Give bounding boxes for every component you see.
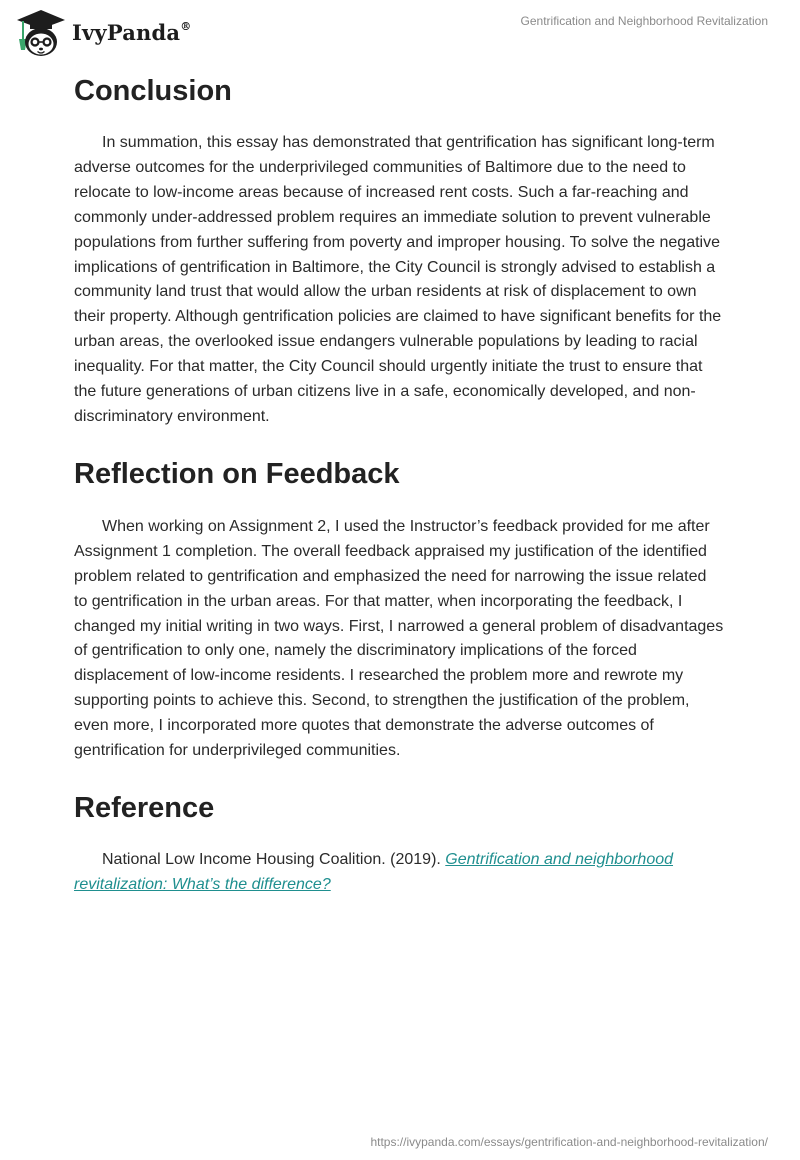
brand-name[interactable]: IvyPanda®	[72, 20, 192, 45]
page-header	[0, 0, 800, 64]
conclusion-heading: Conclusion	[74, 75, 232, 107]
essay-content	[74, 70, 724, 898]
running-title: Gentrification and Neighborhood Revitalization	[520, 14, 768, 28]
citation-link[interactable]: Gentrification and neighborhood revitalization: What’s the difference?	[74, 850, 674, 893]
reference-citation	[74, 848, 724, 898]
citation-text: National Low Income Housing Coalition. (2019).	[102, 850, 446, 868]
panda-graduate-icon[interactable]	[14, 8, 68, 58]
conclusion-paragraph: In summation, this essay has demonstrated that gentrification has significant long-term adverse outcomes for the underprivileged communities of Baltimore due to the need to relocate to low-income areas because of increased rent costs. Such a far-reaching and commonly under-addressed problem requires an immediate solution to prevent vulnerable populations from further suffering from poverty and improper housing. To solve the negative implications of gentrification in Baltimore, the City Council is strongly advised to establish a community land trust that would allow the urban residents at risk of displacement to own their property. Although gentrification policies are claimed to have significant benefits for the urban areas, the overlooked issue endangers vulnerable populations by leading to racial inequality. For that matter, the City Council should urgently initiate the trust to ensure that the future generations of urban citizens live in a safe, economically developed, and non-discriminatory environment.	[74, 134, 722, 425]
reflection-heading: Reflection on Feedback	[74, 457, 400, 490]
reflection-paragraph: When working on Assignment 2, I used the Instructor’s feedback provided for me after Assignment 1 completion. The overall feedback appraised my justification of the identified problem related to gentrification and emphasized the need for narrowing the issue related to gentrification in the urban areas. For that matter, when incorporating the feedback, I changed my initial writing in two ways. First, I narrowed a general problem of disadvantages of gentrification to only one, namely the discriminatory implications of the forced displacement of low-income residents. I researched the problem more and rewrote my supporting points to achieve this. Second, to strengthen the justification of the problem, even more, I incorporated more quotes that demonstrate the adverse outcomes of gentrification for underprivileged communities.	[74, 517, 724, 760]
reference-heading: Reference	[74, 791, 215, 824]
footer-url[interactable]: https://ivypanda.com/essays/gentrification-and-neighborhood-revitalization/	[370, 1135, 768, 1149]
